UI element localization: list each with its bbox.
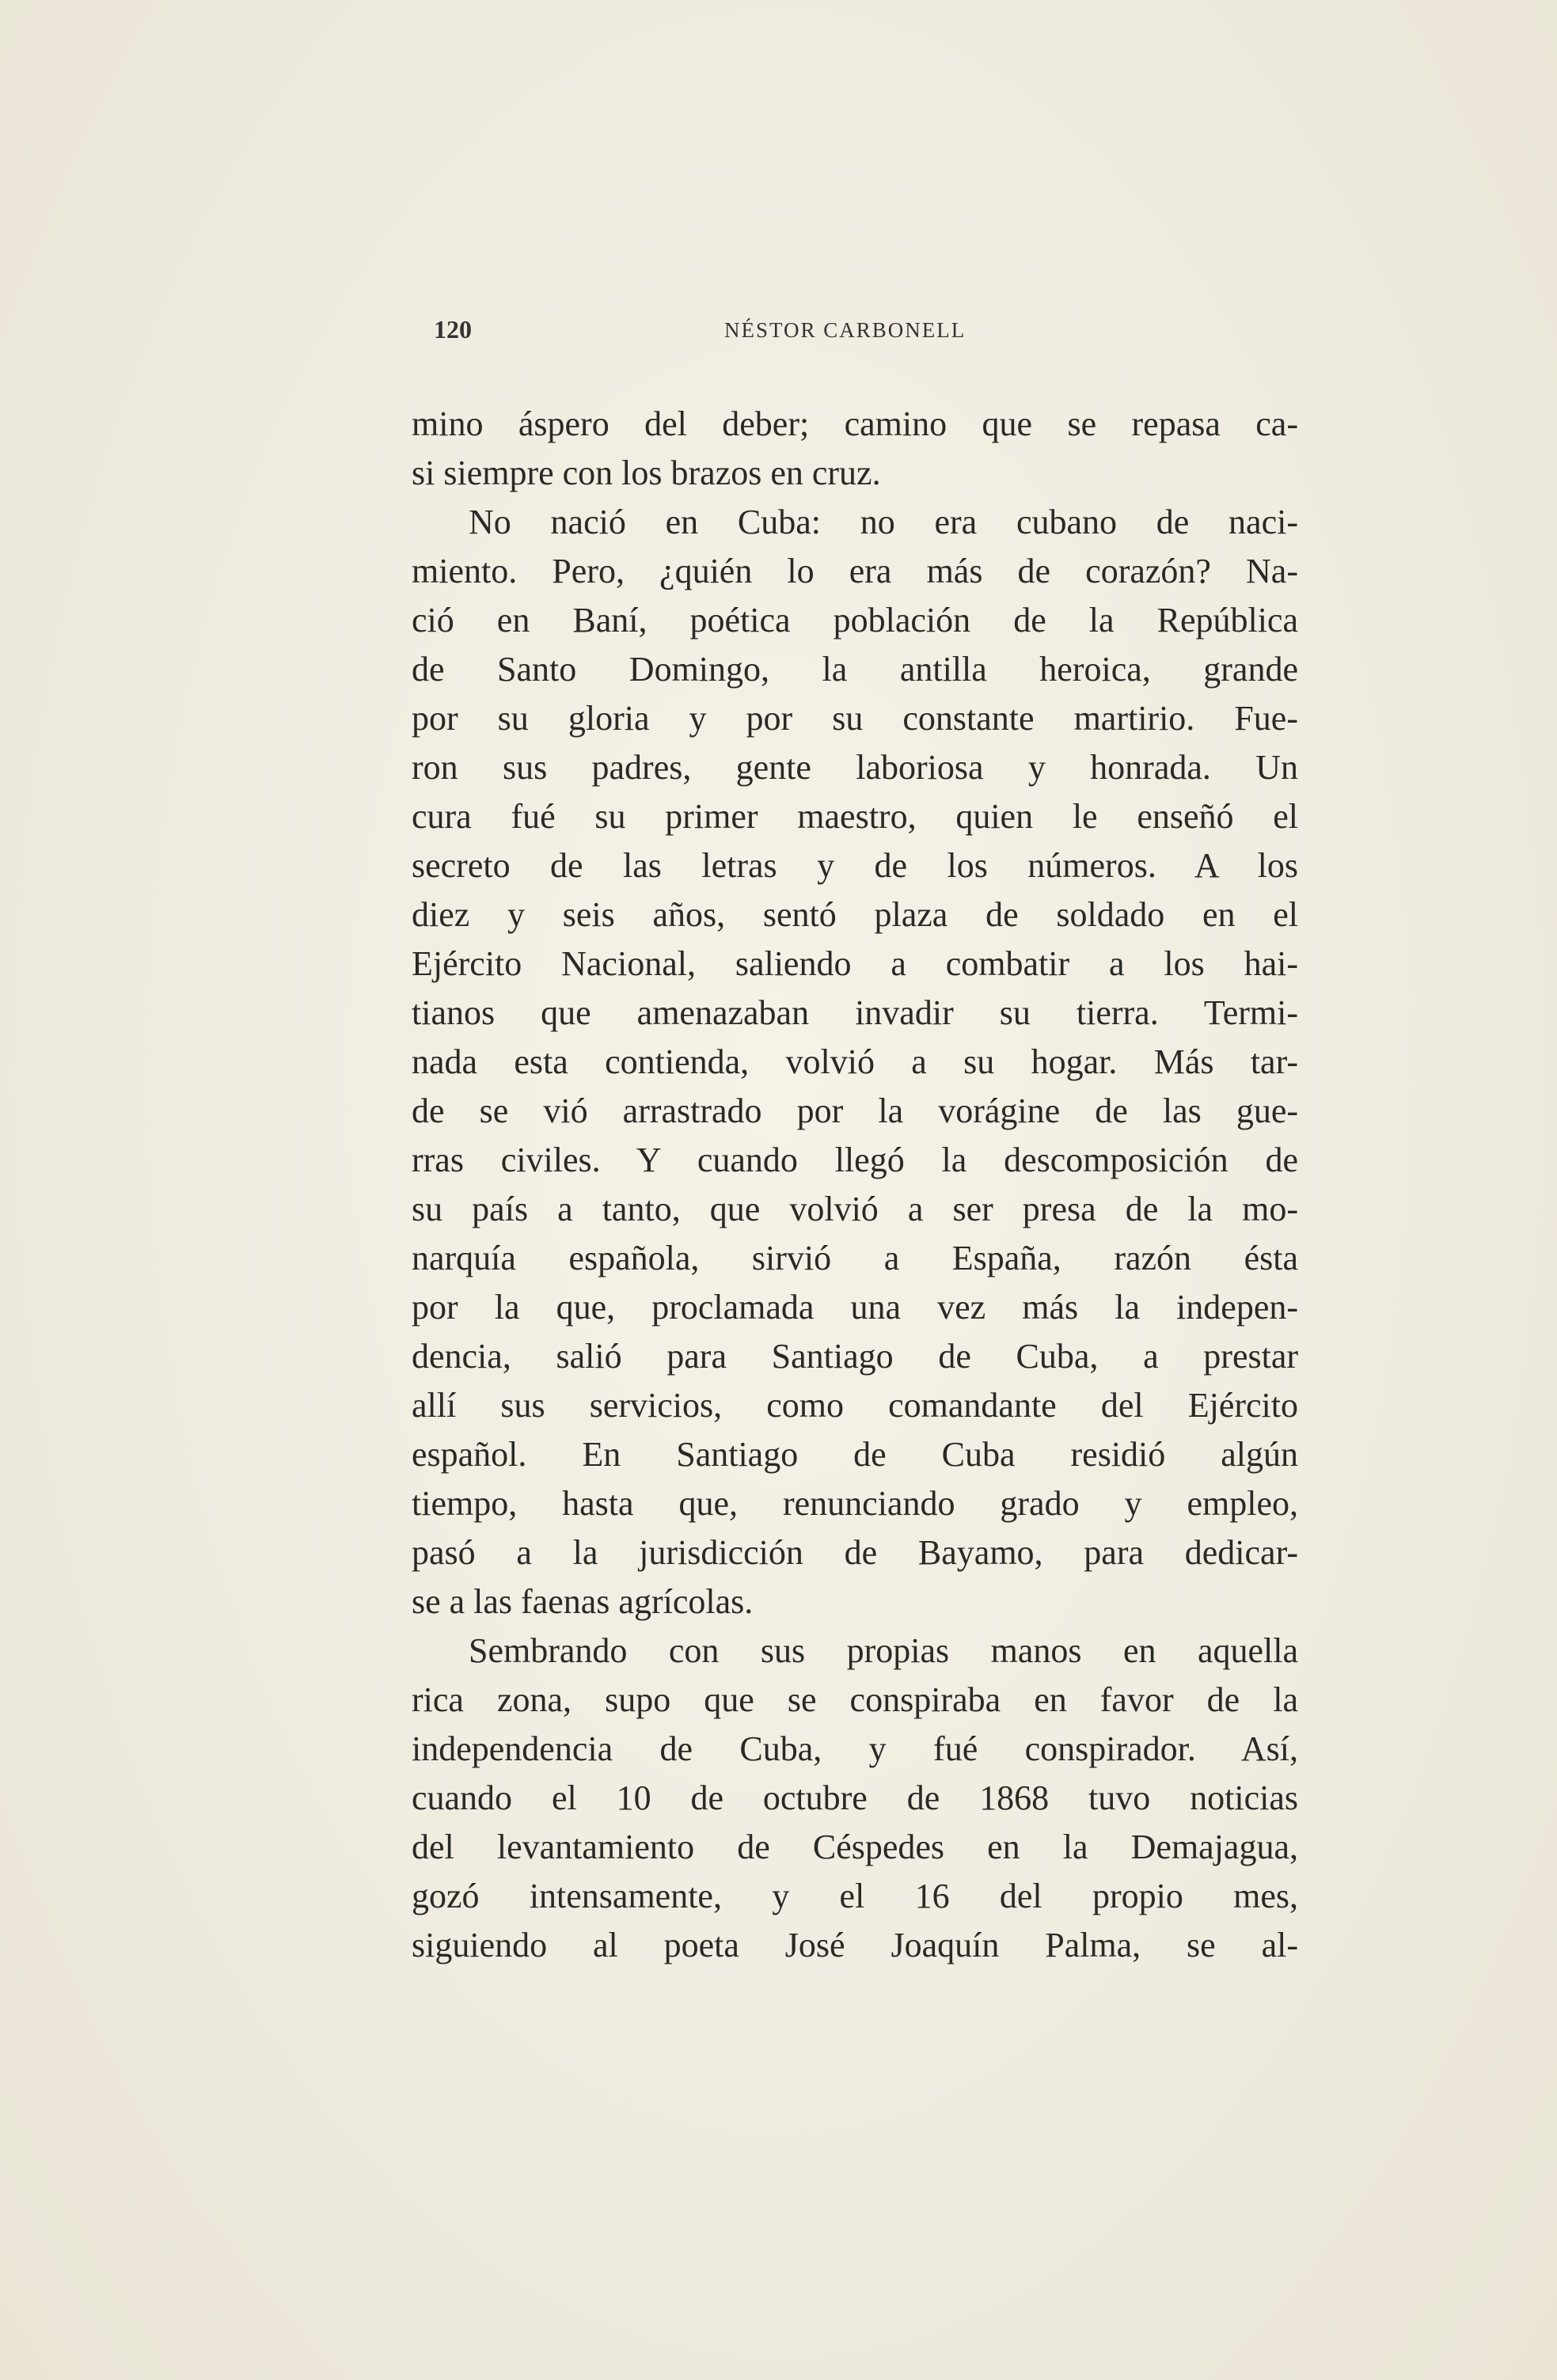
text-line: tianos que amenazaban invadir su tierra. Termi- — [412, 993, 1298, 1032]
text-line: nada esta contienda, volvió a su hogar. Más tar- — [412, 1042, 1298, 1081]
text-line: miento. Pero, ¿quién lo era más de corazón? Na- — [412, 552, 1298, 590]
text-line: de Santo Domingo, la antilla heroica, grande — [412, 650, 1298, 689]
text-line: por su gloria y por su constante martirio. Fue- — [412, 699, 1298, 738]
text-line: mino áspero del deber; camino que se repasa ca- — [412, 404, 1298, 443]
text-line: cuando el 10 de octubre de 1868 tuvo noticias — [412, 1778, 1298, 1817]
text-line: Sembrando con sus propias manos en aquella — [469, 1631, 1298, 1670]
text-line: pasó a la jurisdicción de Bayamo, para dedicar- — [412, 1533, 1298, 1572]
text-line: cura fué su primer maestro, quien le enseñó el — [412, 797, 1298, 836]
text-line: ció en Baní, poética población de la República — [412, 601, 1298, 640]
text-line: secreto de las letras y de los números. A los — [412, 846, 1298, 885]
text-line: si siempre con los brazos en cruz. — [412, 454, 881, 492]
text-line: de se vió arrastrado por la vorágine de las gue- — [412, 1091, 1298, 1130]
text-line: diez y seis años, sentó plaza de soldado en el — [412, 895, 1298, 934]
text-line: siguiendo al poeta José Joaquín Palma, se al- — [412, 1926, 1298, 1964]
text-line: gozó intensamente, y el 16 del propio mes, — [412, 1877, 1298, 1915]
text-line: se a las faenas agrícolas. — [412, 1582, 754, 1621]
body-text — [412, 400, 1298, 1970]
text-line: rica zona, supo que se conspiraba en favor de la — [412, 1680, 1298, 1719]
text-line: allí sus servicios, como comandante del Ejército — [412, 1386, 1298, 1425]
text-line: tiempo, hasta que, renunciando grado y empleo, — [412, 1484, 1298, 1523]
text-line: No nació en Cuba: no era cubano de naci- — [469, 503, 1298, 541]
text-line: Ejército Nacional, saliendo a combatir a los hai- — [412, 944, 1298, 983]
text-line: español. En Santiago de Cuba residió algún — [412, 1435, 1298, 1474]
text-line: rras civiles. Y cuando llegó la descomposición de — [412, 1141, 1298, 1179]
text-line: narquía española, sirvió a España, razón ésta — [412, 1239, 1298, 1277]
text-line: su país a tanto, que volvió a ser presa de la mo- — [412, 1190, 1298, 1228]
text-line: por la que, proclamada una vez más la indepen- — [412, 1288, 1298, 1327]
running-title: NÉSTOR CARBONELL — [724, 318, 966, 342]
text-line: ron sus padres, gente laboriosa y honrada. Un — [412, 748, 1298, 787]
page-number: 120 — [434, 315, 472, 344]
text-line: independencia de Cuba, y fué conspirador. Así, — [412, 1729, 1298, 1768]
text-line: del levantamiento de Céspedes en la Demajagua, — [412, 1828, 1298, 1866]
running-head — [434, 315, 1312, 355]
text-line: dencia, salió para Santiago de Cuba, a prestar — [412, 1337, 1298, 1376]
